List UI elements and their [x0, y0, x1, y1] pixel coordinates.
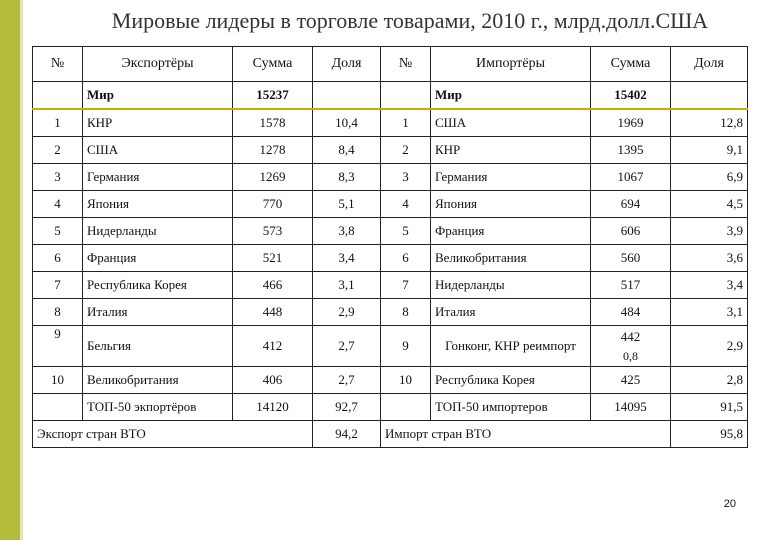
table-row: 4 Япония 770 5,1 4 Япония 694 4,5	[33, 191, 748, 218]
table-row: 7 Республика Корея 466 3,1 7 Нидерланды 517 3,4	[33, 272, 748, 299]
page-number: 20	[723, 498, 736, 510]
col-exporters: Экспортёры	[83, 47, 233, 82]
col-no-imp: №	[381, 47, 431, 82]
wto-imp-label: Импорт стран ВТО	[381, 421, 671, 448]
top50-imp-sum: 14095	[591, 394, 671, 421]
table-row: 5 Нидерланды 573 3,8 5 Франция 606 3,9	[33, 218, 748, 245]
table-row: 9 Бельгия 412 2,7 9 Гонконг, КНР реимпорт 442 0,8 2,9	[33, 326, 748, 367]
hk-import-sum: 442	[620, 328, 641, 344]
table-row: 10 Великобритания 406 2,7 10 Республика Корея 425 2,8	[33, 367, 748, 394]
wto-imp-share: 95,8	[671, 421, 748, 448]
world-exp-sum: 15237	[233, 82, 313, 110]
col-sum-exp: Сумма	[233, 47, 313, 82]
top50-exp-share: 92,7	[313, 394, 381, 421]
table-row: 6 Франция 521 3,4 6 Великобритания 560 3,6	[33, 245, 748, 272]
left-accent-stripe	[20, 0, 23, 540]
col-sum-imp: Сумма	[591, 47, 671, 82]
table-row: 1 КНР 1578 10,4 1 США 1969 12,8	[33, 109, 748, 137]
col-importers: Импортёры	[431, 47, 591, 82]
world-imp-sum: 15402	[591, 82, 671, 110]
hk-reimport-value: 0,8	[623, 348, 638, 363]
top50-imp-label: ТОП-50 импортеров	[431, 394, 591, 421]
table-row: 8 Италия 448 2,9 8 Италия 484 3,1	[33, 299, 748, 326]
left-accent-bar	[0, 0, 20, 540]
col-share-exp: Доля	[313, 47, 381, 82]
page-title: Мировые лидеры в торговле товарами, 2010 г., млрд.долл.США	[111, 8, 709, 33]
top50-row	[33, 394, 748, 421]
top50-exp-label: ТОП-50 экпортёров	[83, 394, 233, 421]
header-row	[33, 47, 748, 82]
wto-row	[33, 421, 748, 448]
table-row: 2 США 1278 8,4 2 КНР 1395 9,1	[33, 137, 748, 164]
table-row: 3 Германия 1269 8,3 3 Германия 1067 6,9	[33, 164, 748, 191]
world-exp-label: Мир	[83, 82, 233, 110]
world-row	[33, 82, 748, 110]
top50-exp-sum: 14120	[233, 394, 313, 421]
col-no-exp: №	[33, 47, 83, 82]
trade-leaders-table	[32, 46, 748, 448]
world-imp-label: Мир	[431, 82, 591, 110]
col-share-imp: Доля	[671, 47, 748, 82]
top50-imp-share: 91,5	[671, 394, 748, 421]
wto-exp-label: Экспорт стран ВТО	[33, 421, 313, 448]
wto-exp-share: 94,2	[313, 421, 381, 448]
